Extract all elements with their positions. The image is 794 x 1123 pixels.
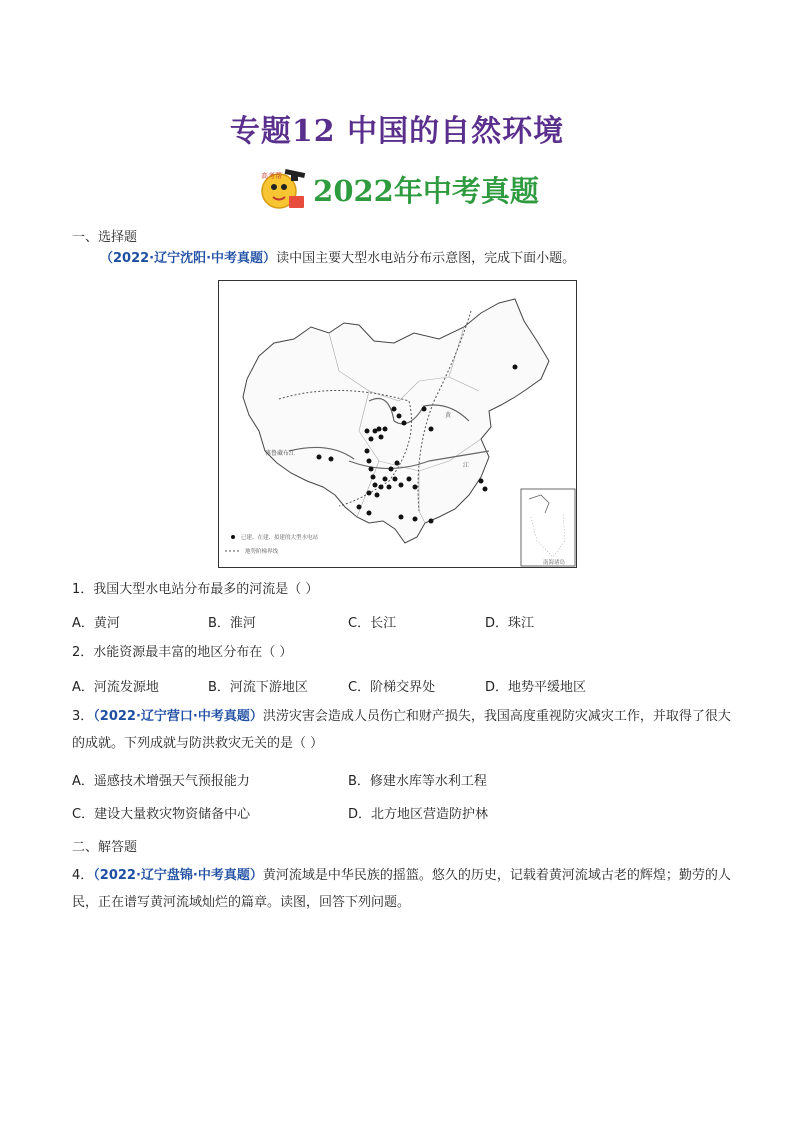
q4-number: 4． xyxy=(72,868,94,883)
q3-source: （2022·辽宁营口·中考真题） xyxy=(93,709,263,724)
question-2-stem: 2．水能资源最丰富的地区分布在（ ） xyxy=(72,645,293,660)
q1-option-c[interactable]: C．长江 xyxy=(348,616,397,631)
q3-text: 洪涝灾害会造成人员伤亡和财产损失，我国高度重视防灾减灾工作，并取得了很大的成就。下列成就与防洪救灾无关的是（ ） xyxy=(72,709,731,751)
logo-text: 高考帮 xyxy=(261,172,283,180)
intro-source: （2022·辽宁沈阳·中考真题） xyxy=(100,251,277,266)
inset-label: 南海诸岛 xyxy=(543,560,566,566)
question-intro xyxy=(100,245,740,272)
q1-option-d[interactable]: D．珠江 xyxy=(485,616,535,631)
q3-option-d[interactable]: D．北方地区营造防护林 xyxy=(348,807,489,822)
question-1-options xyxy=(72,612,732,632)
south-china-sea-inset xyxy=(521,489,575,566)
subtitle: 2022年中考真题 xyxy=(313,173,539,208)
q1-option-a[interactable]: A．黄河 xyxy=(72,616,120,631)
river-label-jiang: 江 xyxy=(463,462,470,469)
q2-option-a[interactable]: A．河流发源地 xyxy=(72,680,159,695)
legend-line-label: 地势阶梯界线 xyxy=(245,549,279,555)
q2-option-b[interactable]: B．河流下游地区 xyxy=(208,680,308,695)
legend-dot-label: 已建、在建、拟建的大型水电站 xyxy=(241,535,319,541)
question-4-stem xyxy=(72,862,732,916)
q2-option-d[interactable]: D．地势平缓地区 xyxy=(485,680,587,695)
page-title: 专题12 中国的自然环境 xyxy=(229,114,565,149)
question-2-options xyxy=(72,676,732,696)
question-3-stem xyxy=(72,703,732,757)
china-outline xyxy=(243,299,549,543)
q3-number: 3． xyxy=(72,709,94,724)
question-3-options-row1 xyxy=(72,770,732,790)
q1-option-b[interactable]: B．淮河 xyxy=(208,616,256,631)
section-heading-answer: 二、解答题 xyxy=(72,840,138,855)
q2-option-c[interactable]: C．阶梯交界处 xyxy=(348,680,436,695)
intro-text: 读中国主要大型水电站分布示意图，完成下面小题。 xyxy=(276,251,576,266)
river-label-huang: 黄 xyxy=(445,412,452,419)
subtitle-row xyxy=(0,166,794,216)
q4-source: （2022·辽宁盘锦·中考真题） xyxy=(93,868,263,883)
mascot-logo-icon xyxy=(255,166,311,212)
question-3-options-row2 xyxy=(72,803,732,823)
q3-option-b[interactable]: B．修建水库等水利工程 xyxy=(348,774,487,789)
question-1-stem: 1．我国大型水电站分布最多的河流是（ ） xyxy=(72,582,319,597)
river-label-yarlung: 雅鲁藏布江 xyxy=(265,450,296,457)
q4-text: 黄河流域是中华民族的摇篮。悠久的历史，记载着黄河流域古老的辉煌；勤劳的人民，正在谱写黄河流域灿烂的篇章。读图，回答下列问题。 xyxy=(72,868,731,910)
map-figure xyxy=(219,281,576,567)
legend-dot-symbol xyxy=(231,535,235,539)
q3-option-a[interactable]: A．遥感技术增强天气预报能力 xyxy=(72,774,250,789)
q3-option-c[interactable]: C．建设大量救灾物资储备中心 xyxy=(72,807,251,822)
china-hydropower-map xyxy=(218,280,577,568)
section-heading-choice: 一、选择题 xyxy=(72,230,138,245)
